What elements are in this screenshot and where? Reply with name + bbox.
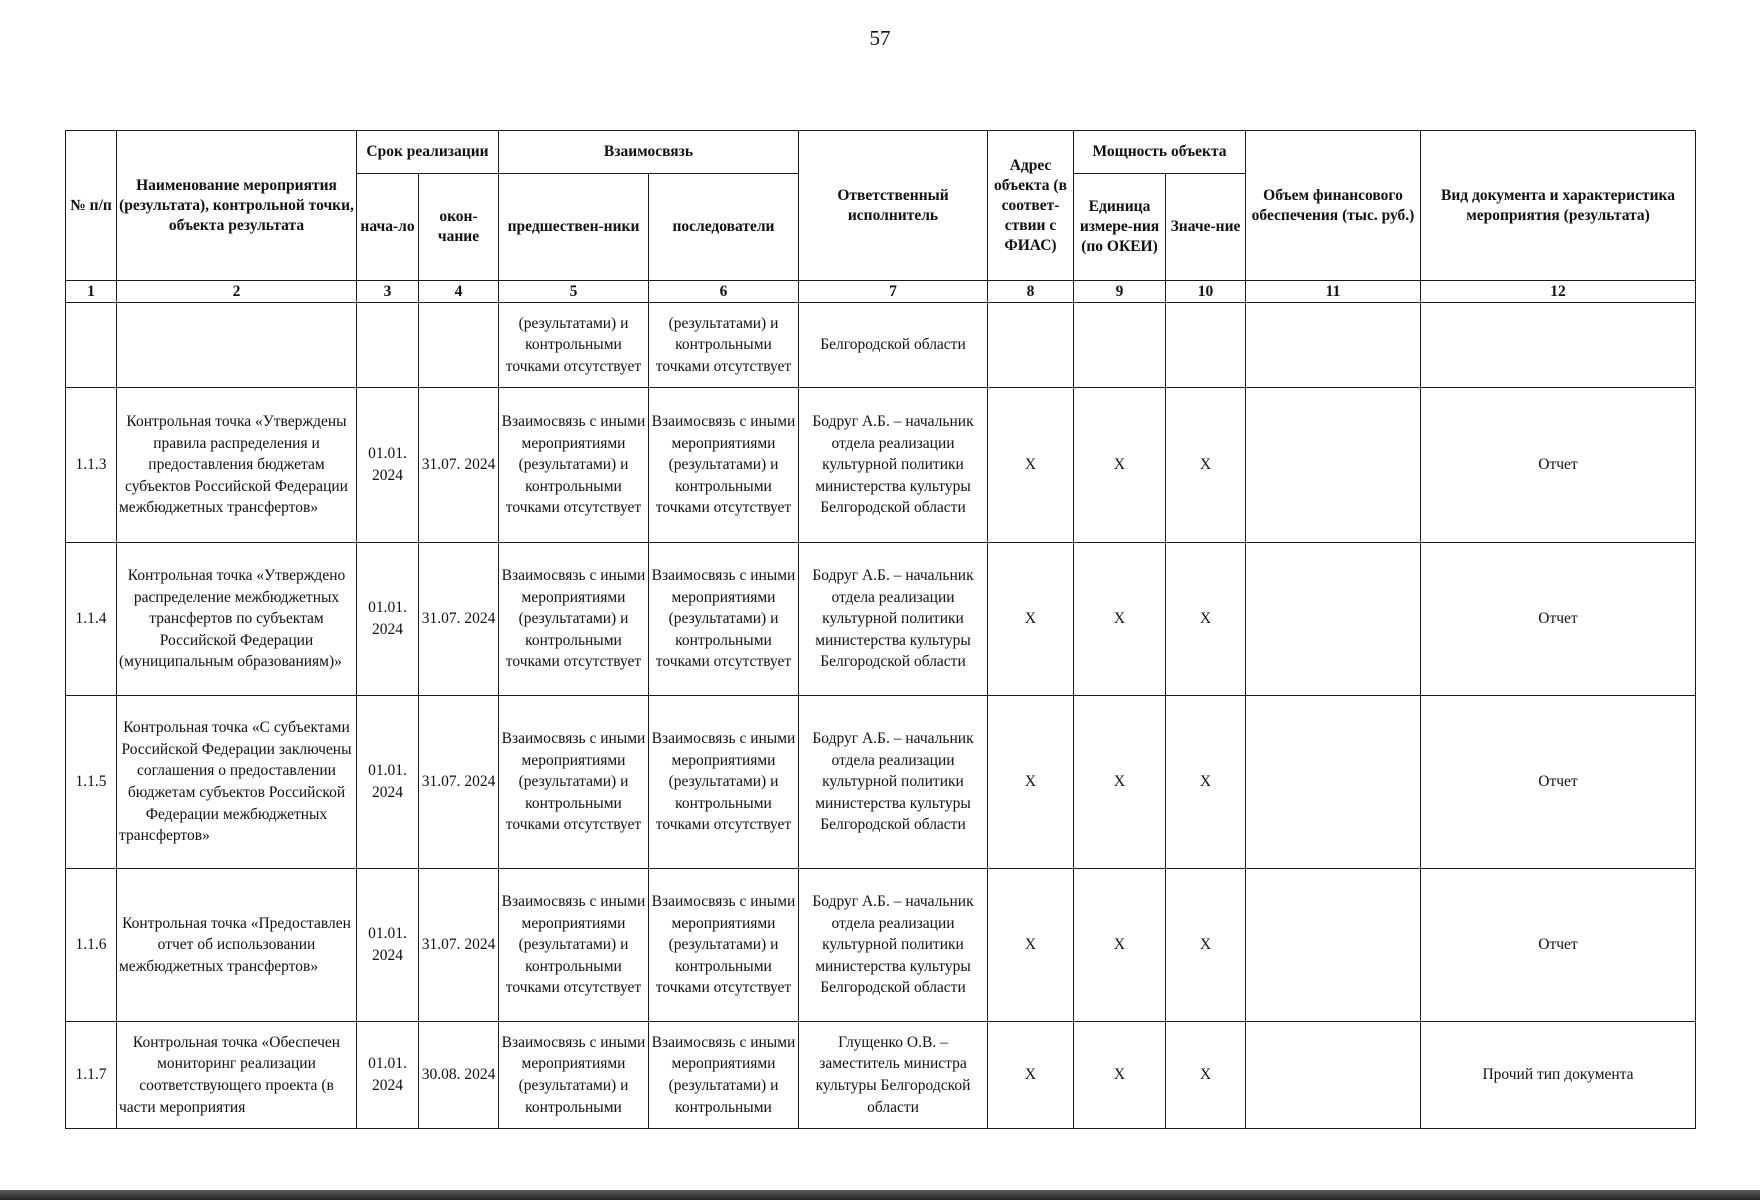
cell-number: 1.1.7 [66,1022,117,1129]
header-term-start: нача-ло [357,174,419,281]
cell-end [419,303,499,388]
column-number: 8 [988,281,1074,303]
plan-table [65,130,1696,1129]
cell-finance [1246,303,1421,388]
cell-doc: Прочий тип документа [1421,1022,1696,1129]
header-power-value: Значе-ние [1166,174,1246,281]
cell-name: Контрольная точка «Обеспечен мониторинг реализации соответствующего проекта (в части мероприятия [117,1022,357,1129]
cell-value [1166,303,1246,388]
column-number: 6 [649,281,799,303]
cell-responsible: Бодруг А.Б. – начальник отдела реализации культурной политики министерства культуры Белгородской области [799,388,988,543]
header-power-group: Мощность объекта [1074,131,1246,174]
cell-end: 31.07. 2024 [419,388,499,543]
cell-name: Контрольная точка «Утверждено распределение межбюджетных трансфертов по субъектам Российской Федерации (муниципальным образованиям)» [117,543,357,696]
cell-number: 1.1.4 [66,543,117,696]
column-number: 3 [357,281,419,303]
column-number: 7 [799,281,988,303]
column-number: 5 [499,281,649,303]
cell-finance [1246,388,1421,543]
cell-name: Контрольная точка «С субъектами Российской Федерации заключены соглашения о предоставлении бюджетам субъектов Российской Федерации межбюджетных трансфертов» [117,696,357,869]
cell-value: X [1166,869,1246,1022]
column-number: 4 [419,281,499,303]
cell-predecessors: Взаимосвязь с иными мероприятиями (результатами) и контрольными [499,1022,649,1129]
cell-responsible: Белгородской области [799,303,988,388]
cell-address: X [988,388,1074,543]
cell-finance [1246,543,1421,696]
cell-start: 01.01. 2024 [357,1022,419,1129]
table-row [66,388,1696,543]
cell-predecessors: Взаимосвязь с иными мероприятиями (результатами) и контрольными точками отсутствует [499,388,649,543]
header-link-group: Взаимосвязь [499,131,799,174]
table-row [66,696,1696,869]
header-number: № п/п [66,131,117,281]
cell-responsible: Бодруг А.Б. – начальник отдела реализации культурной политики министерства культуры Белгородской области [799,696,988,869]
cell-end: 31.07. 2024 [419,543,499,696]
cell-predecessors: Взаимосвязь с иными мероприятиями (результатами) и контрольными точками отсутствует [499,869,649,1022]
column-number: 10 [1166,281,1246,303]
cell-doc: Отчет [1421,388,1696,543]
cell-doc [1421,303,1696,388]
header-link-pred: предшествен-ники [499,174,649,281]
cell-number [66,303,117,388]
cell-number: 1.1.5 [66,696,117,869]
cell-start: 01.01. 2024 [357,388,419,543]
column-number: 9 [1074,281,1166,303]
cell-doc: Отчет [1421,696,1696,869]
cell-successors: Взаимосвязь с иными мероприятиями (результатами) и контрольными точками отсутствует [649,543,799,696]
cell-end: 31.07. 2024 [419,869,499,1022]
cell-predecessors: (результатами) и контрольными точками отсутствует [499,303,649,388]
cell-successors: (результатами) и контрольными точками отсутствует [649,303,799,388]
column-number-row [66,281,1696,303]
page-number: 57 [869,26,891,50]
header-address: Адрес объекта (в соответ-ствии с ФИАС) [988,131,1074,281]
cell-unit: X [1074,696,1166,869]
cell-finance [1246,696,1421,869]
cell-unit: X [1074,1022,1166,1129]
cell-predecessors: Взаимосвязь с иными мероприятиями (результатами) и контрольными точками отсутствует [499,543,649,696]
header-power-unit: Единица измере-ния (по ОКЕИ) [1074,174,1166,281]
header-term-group: Срок реализации [357,131,499,174]
header-name: Наименование мероприятия (результата), контрольной точки, объекта результата [117,131,357,281]
table-row-continuation [66,303,1696,388]
header-responsible: Ответственный исполнитель [799,131,988,281]
column-number: 12 [1421,281,1696,303]
cell-unit: X [1074,388,1166,543]
cell-start: 01.01. 2024 [357,869,419,1022]
cell-address: X [988,869,1074,1022]
cell-value: X [1166,543,1246,696]
cell-name [117,303,357,388]
cell-responsible: Глущенко О.В. – заместитель министра культуры Белгородской области [799,1022,988,1129]
cell-number: 1.1.6 [66,869,117,1022]
cell-finance [1246,869,1421,1022]
header-row-top [66,131,1696,174]
table-row [66,1022,1696,1129]
cell-address [988,303,1074,388]
cell-start [357,303,419,388]
cell-address: X [988,1022,1074,1129]
table-row [66,543,1696,696]
cell-value: X [1166,696,1246,869]
cell-doc: Отчет [1421,543,1696,696]
cell-end: 30.08. 2024 [419,1022,499,1129]
cell-value: X [1166,1022,1246,1129]
cell-unit: X [1074,543,1166,696]
cell-address: X [988,696,1074,869]
cell-name: Контрольная точка «Утверждены правила распределения и предоставления бюджетам субъектов Российской Федерации межбюджетных трансфертов» [117,388,357,543]
scan-edge-bar [0,1190,1760,1200]
cell-responsible: Бодруг А.Б. – начальник отдела реализации культурной политики министерства культуры Белгородской области [799,543,988,696]
cell-successors: Взаимосвязь с иными мероприятиями (результатами) и контрольными [649,1022,799,1129]
cell-address: X [988,543,1074,696]
column-number: 1 [66,281,117,303]
cell-predecessors: Взаимосвязь с иными мероприятиями (результатами) и контрольными точками отсутствует [499,696,649,869]
cell-successors: Взаимосвязь с иными мероприятиями (результатами) и контрольными точками отсутствует [649,869,799,1022]
cell-start: 01.01. 2024 [357,543,419,696]
header-doc-type: Вид документа и характеристика мероприятия (результата) [1421,131,1696,281]
cell-responsible: Бодруг А.Б. – начальник отдела реализации культурной политики министерства культуры Белгородской области [799,869,988,1022]
cell-doc: Отчет [1421,869,1696,1022]
cell-successors: Взаимосвязь с иными мероприятиями (результатами) и контрольными точками отсутствует [649,388,799,543]
cell-unit: X [1074,869,1166,1022]
cell-start: 01.01. 2024 [357,696,419,869]
header-term-end: окон-чание [419,174,499,281]
table-row [66,869,1696,1022]
cell-name: Контрольная точка «Предоставлен отчет об использовании межбюджетных трансфертов» [117,869,357,1022]
header-link-succ: последователи [649,174,799,281]
cell-number: 1.1.3 [66,388,117,543]
cell-finance [1246,1022,1421,1129]
cell-value: X [1166,388,1246,543]
column-number: 2 [117,281,357,303]
cell-end: 31.07. 2024 [419,696,499,869]
header-finance: Объем финансового обеспечения (тыс. руб.) [1246,131,1421,281]
cell-successors: Взаимосвязь с иными мероприятиями (результатами) и контрольными точками отсутствует [649,696,799,869]
column-number: 11 [1246,281,1421,303]
cell-unit [1074,303,1166,388]
